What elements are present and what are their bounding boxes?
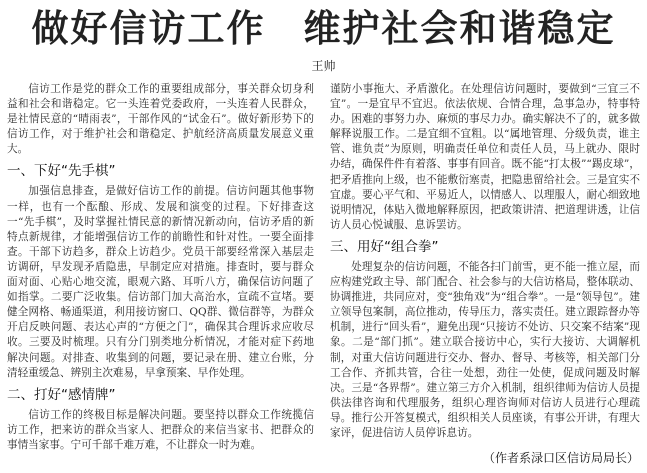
section-1-heading: 一、下好“先手棋” [7, 163, 116, 180]
right-column [330, 82, 640, 441]
section-1-body: 加强信息排查，是做好信访工作的前提。信访问题其他事物一样，也有一个酝酿、形成、发展和演变的过程。下好排查这一“先手棋”，及时掌握社情民意的新情况新动向，信访矛盾的新特点新规律，才能增强信访工作的前瞻性和针对性。一要全面排查。干部下访趋多，群众上访趋少。党员干部要经常深入基层走访调研，早发现矛盾隐患，早制定应对措施。排查时，要与群众面对面、心贴心地交流，眼观六路、耳听八方，确保信访问题了如指掌。二要广泛收集。信访部门加大高治水，宣疏不宣堵。要健全网格、畅通渠道，利用接访窗口、QQ群、微信群等，为群众开启反映问题、表达心声的“方便之门”，确保其合理诉求应收尽收。三要及时梳理。只有分门别类地分析情况，才能对症下药地解决问题。对排查、收集到的问题，要记录在册、建立台账，分清轻重缓急、辨别主次难易，早拿预案、早作处理。 [7, 185, 314, 379]
headline-part-2: 维护社会和谐稳定 [303, 7, 616, 50]
section-2-body-continued: 谨防小事拖大、矛盾激化。在处理信访问题时，要做到“三宜三不宜”。一是宜早不宜迟。依法依规、合情合理，急事急办，特事特办。困难的事努力办、麻烦的事尽力办。确实解决不了的，就多做解释说服工作。二是宜细不宜粗。以“属地管理、分级负责，谁主管、谁负责”为原则，明确责任单位和责任人员，马上就办、限时办结，确保件件有着落、事事有回音。既不能“打太极”“踢皮球”，把矛盾推向上级，也不能敷衍塞责，把隐患留给社会。三是宜实不宜虚。要心平气和、平易近人，以情感人、以理服人，耐心细致地说明情况，体贴入微地解释原因，把政策讲清、把道理讲透，让信访人员心悦诚服、息诉罢访。 [330, 83, 640, 231]
section-3-heading: 三、用好“组合拳” [330, 238, 439, 255]
section-3-body: 处理复杂的信访问题，不能各扫门前雪，更不能一推立屋，而应构建党政主导、部门配合、社会参与的大信访格局，整体联动、协调推进，共同应对，变“独角戏”为“组合拳”。一是“领导包”。建立领导包案制，高位推动，传导压力，落实责任。建立跟踪督办等机制，进行“回头看”，避免出现“只接访不处访、只交案不结案”现象。二是“部门抓”。建立联合接访中心，实行大接访、大调解机制，对重大信访问题进行交办、督办、督导、考核等，相关部门分工合作、齐抓共管，合往一处想，劲往一处使，促成问题及时解决。三是“各界帮”。建立第三方介入机制，组织律师为信访人员提供法律咨询和代理服务，组织心理咨询师对信访人员进行心理疏导。推行公开答复模式，组织相关人员座谈，有事公开讲，有理大家评，促进信访人员停诉息访。 [330, 260, 640, 439]
headline-part-1: 做好信访工作 [31, 7, 266, 50]
section-2-body: 信访工作的终极目标是解决问题。要坚持以群众工作统揽信访工作，把来访的群众当家人、把群众的来信当家书、把群众的事情当家事。宁可千部千难万难，不让群众一时为难。 [7, 408, 314, 451]
author-signature: （作者系渌口区信访局局长） [482, 451, 639, 465]
author-name: 王帅 [311, 59, 336, 73]
section-2-heading: 二、打好“感情牌” [7, 386, 116, 403]
article-headline [0, 4, 647, 54]
left-column [7, 82, 314, 453]
intro-paragraph: 信访工作是党的群众工作的重要组成部分，事关群众切身利益和社会和谐稳定。它一头连着党委政府，一头连着人民群众，是社情民意的“晴雨表”，干部作风的“试金石”。做好新形势下的信访工作，对于维护社会和谐稳定、护航经济高质量发展意义重大。 [7, 83, 314, 156]
